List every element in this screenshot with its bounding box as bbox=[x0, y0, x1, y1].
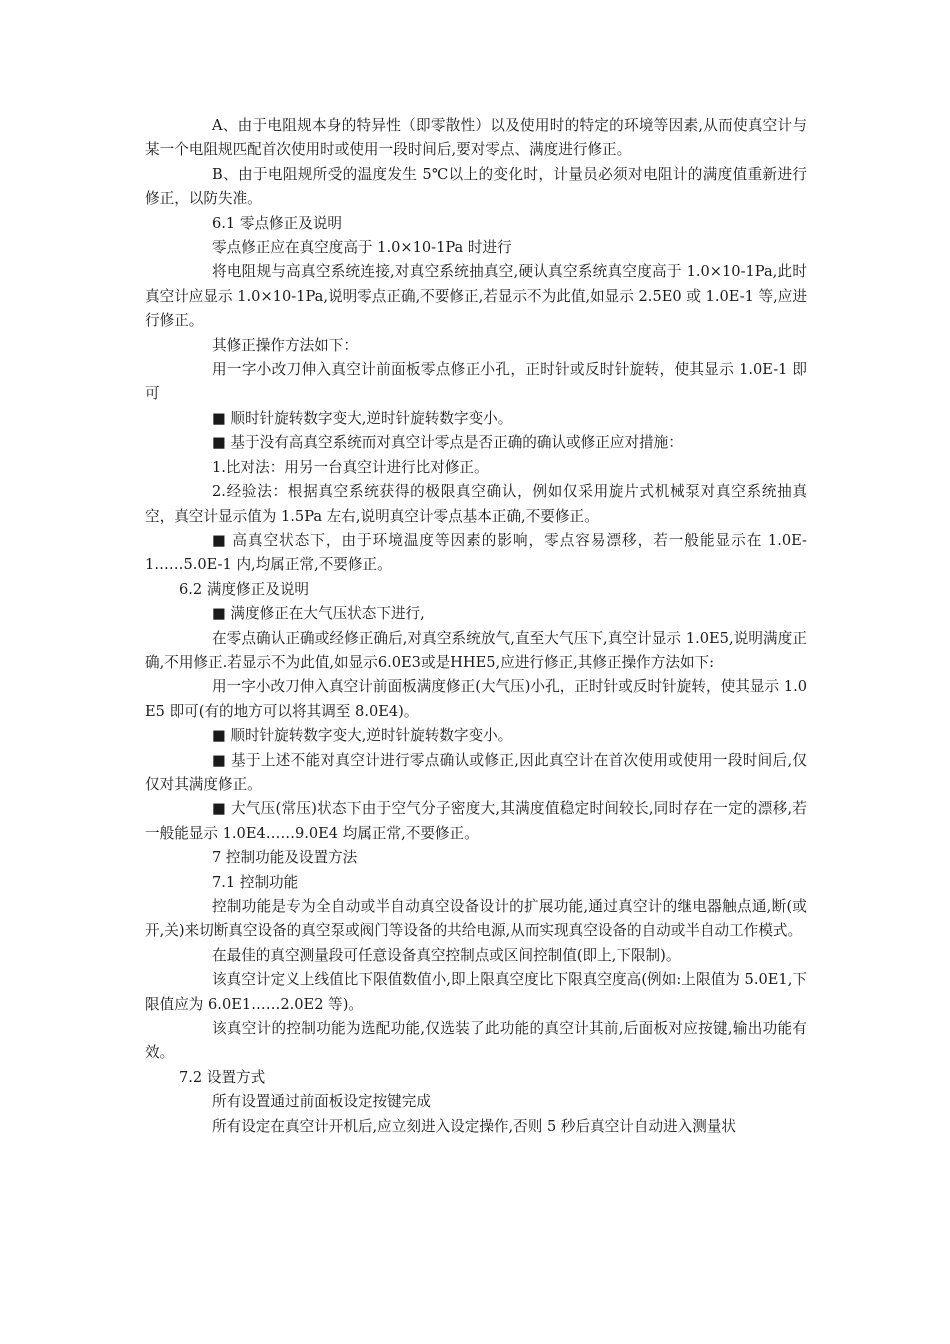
paragraph: 用一字小改刀伸入真空计前面板零点修正小孔，正时针或反时针旋转，使其显示 1.0E-1 即可 bbox=[145, 361, 807, 403]
section-heading-6-1: 6.1 零点修正及说明 bbox=[212, 214, 343, 232]
bullet-item: ■ 大气压(常压)状态下由于空气分子密度大,其满度值稳定时间较长,同时存在一定的漂移,若一般能显示 1.0E4……9.0E4 均属正常,不要修正。 bbox=[145, 800, 807, 842]
section-heading-6-2: 6.2 满度修正及说明 bbox=[179, 580, 310, 598]
numbered-item: 2.经验法：根据真空系统获得的极限真空确认，例如仅采用旋片式机械泵对真空系统抽真空，真空计显示值为 1.5Pa 左右,说明真空计零点基本正确,不要修正。 bbox=[145, 483, 807, 525]
numbered-item: 1.比对法：用另一台真空计进行比对修正。 bbox=[212, 458, 489, 476]
paragraph: B、由于电阻规所受的温度发生 5℃以上的变化时，计量员必须对电阻计的满度值重新进行修正，以防失准。 bbox=[145, 165, 807, 208]
section-heading-7-2: 7.2 设置方式 bbox=[179, 1068, 266, 1086]
section-heading-7-1: 7.1 控制功能 bbox=[212, 873, 299, 891]
bullet-item: ■ 顺时针旋转数字变大,逆时针旋转数字变小。 bbox=[212, 727, 513, 745]
bullet-item: ■ 顺时针旋转数字变大,逆时针旋转数字变小。 bbox=[212, 409, 513, 427]
paragraph: 控制功能是专为全自动或半自动真空设备设计的扩展功能,通过真空计的继电器触点通,断(或开,关)来切断真空设备的真空泵或阀门等设备的共给电源,从而实现真空设备的自动或半自动工作模式。 bbox=[145, 898, 807, 940]
paragraph: 其修正操作方法如下： bbox=[212, 336, 358, 354]
paragraph: 该真空计的控制功能为选配功能,仅选装了此功能的真空计其前,后面板对应按键,输出功能有效。 bbox=[145, 1020, 807, 1062]
bullet-item: ■ 基于上述不能对真空计进行零点确认或修正,因此真空计在首次使用或使用一段时间后,仅仅对其满度修正。 bbox=[145, 751, 807, 793]
paragraph: 所有设置通过前面板设定按键完成 bbox=[212, 1093, 431, 1111]
paragraph: 在零点确认正确或经修正确后,对真空系统放气,直至大气压下,真空计显示 1.0E5,说明满度正确,不用修正.若显示不为此值,如显示6.0E3或是HHE5,应进行修正,其修正操作方法如下: bbox=[145, 629, 807, 671]
paragraph: 所有设定在真空计开机后,应立刻进入设定操作,否则 5 秒后真空计自动进入测量状 bbox=[212, 1117, 737, 1135]
paragraph: 该真空计定义上线值比下限值数值小,即上限真空度比下限真空度高(例如:上限值为 5.0E1,下限值应为 6.0E1……2.0E2 等)。 bbox=[145, 971, 807, 1013]
bullet-item: ■ 基于没有高真空系统而对真空计零点是否正确的确认或修正应对措施： bbox=[212, 434, 683, 452]
section-heading-7: 7 控制功能及设置方法 bbox=[212, 849, 358, 867]
paragraph: 零点修正应在真空度高于 1.0×10-1Pa 时进行 bbox=[212, 239, 512, 257]
paragraph: 用一字小改刀伸入真空计前面板满度修正(大气压)小孔，正时针或反时针旋转，使其显示 1.0E5 即可(有的地方可以将其调至 8.0E4)。 bbox=[145, 678, 807, 720]
paragraph: 在最佳的真空测量段可任意设备真空控制点或区间控制值(即上,下限制)。 bbox=[212, 946, 681, 964]
document-page bbox=[145, 114, 807, 1139]
paragraph: 将电阻规与高真空系统连接,对真空系统抽真空,硬认真空系统真空度高于 1.0×10-1Pa,此时真空计应显示 1.0×10-1Pa,说明零点正确,不要修正,若显示不为此值,如显示 2.5E0 或 1.0E-1 等,应进行修正。 bbox=[145, 263, 807, 330]
paragraph: A、由于电阻规本身的特异性（即零散性）以及使用时的特定的环境等因素,从而使真空计与某一个电阻规匹配首次使用时或使用一段时间后,要对零点、满度进行修正。 bbox=[145, 117, 807, 159]
bullet-item: ■ 高真空状态下，由于环境温度等因素的影响，零点容易漂移，若一般能显示在 1.0E-1……5.0E-1 内,均属正常,不要修正。 bbox=[145, 531, 807, 574]
bullet-item: ■ 满度修正在大气压状态下进行, bbox=[212, 605, 425, 623]
